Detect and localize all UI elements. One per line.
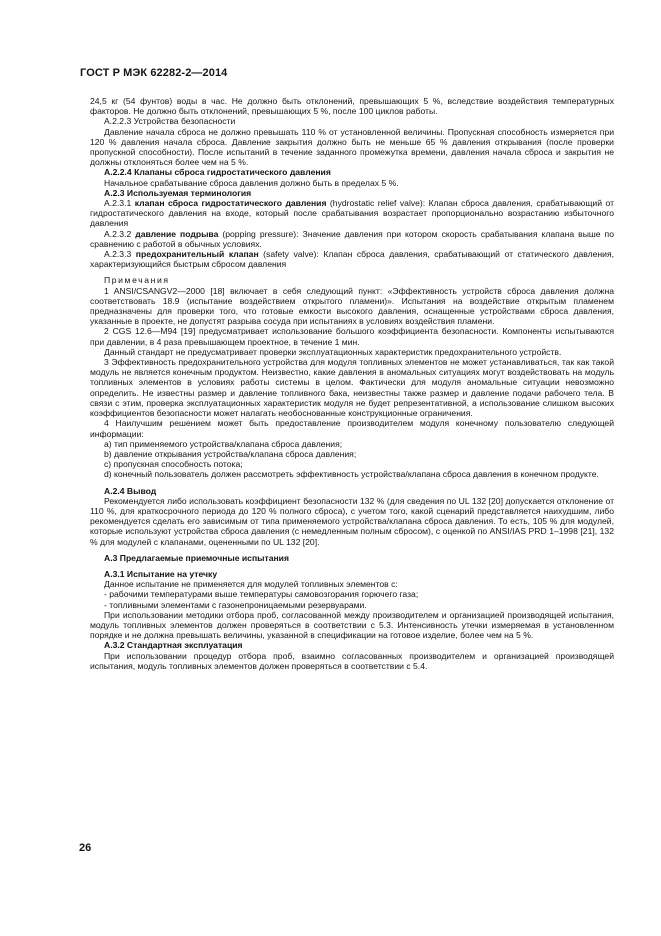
- notes-title: Примечания: [104, 275, 170, 286]
- list-item: d) конечный пользователь должен рассмотреть эффективность устройства/клапана сброса давления в конечном продукте.: [104, 469, 599, 480]
- section-a31-title: А.3.1 Испытание на утечку: [104, 568, 218, 579]
- term-a233-definition: (safety valve): Клапан сброса давления, срабатывающий от статического давления, характеризующийся быстрым сбросом давления: [90, 249, 614, 270]
- term-a233: [90, 249, 614, 269]
- document-body: [90, 96, 614, 671]
- section-a224-title: А.2.2.4 Клапаны сброса гидростатического давления: [104, 167, 331, 178]
- term-a232-number: А.2.3.2: [104, 228, 132, 239]
- section-a32-text: При использовании процедур отбора проб, взаимно согласованных производителем и организацией производящей испытания, модуль топливных элементов должен проверяться в соответствии с 5.4.: [90, 650, 614, 671]
- list-item: b) давление открывания устройства/клапана сброса давления;: [104, 448, 357, 459]
- section-a31-item-1: - рабочими температурами выше температуры самовозгорания горючего газа;: [104, 589, 419, 600]
- page-number: 26: [79, 842, 92, 854]
- section-a31-text: Данное испытание не применяется для модулей топливных элементов с:: [104, 579, 398, 590]
- section-a31-text-2: При использовании методики отбора проб, согласованной между производителем и организацией производящей испытания, модуль топливных элементов должен проверяться в соответствии с 5.3. Интенсивность утечки измеряемая в установленном порядке и не должна превышать величины, указанной в спецификации на готовое изделие, более чем на 5 %.: [90, 609, 614, 641]
- note-1: 1 ANSI/CSANGV2—2000 [18] включает в себя следующий пункт: «Эффективность устройств сброса давления должна соответствовать 18.9 (испытание воздействием открытого пламени)». Испытания на воздействие открытым пламенем предназначены для проверки того, что готовые емкости высокого давления, оснащенные устройствами сброса давления, указанные в проекте, не допустят разрыва сосуда при испытаниях в условиях воздействия пламени.: [90, 285, 614, 327]
- note-2: 2 CGS 12.6—M94 [19] предусматривает использование большого коэффициента безопасности. Компоненты испытываются при давлении, в 4 раза превышающем проектное, в течение 1 мин.: [90, 326, 614, 347]
- section-a223-text: Давление начала сброса не должно превышать 110 % от установленной величины. Пропускная способность измеряется при 120 % давления начала сброса. Давление закрытия должно быть не меньше 65 % давления открывания (после проверки пропускной способности). После испытаний в течение заданного промежутка времени, давления начала сброса и закрытия не должны отклоняться более чем на 5 %.: [90, 126, 614, 168]
- section-a223-title: А.2.2.3 Устройства безопасности: [104, 116, 236, 127]
- section-a24-text: Рекомендуется либо использовать коэффициент безопасности 132 % (для сведения по UL 132 [20] допускается отклонение от 110 %, для краткосрочного периода до 120 % полного сброса), с учетом того, какой сценарий представляется наихудшим, либо рекомендуется сделать его зависимым от типа применяемого устройства/клапана сброса давления. То есть, 105 % для модулей, которые используют устройства сброса давления (с немедленным полным сбросом), с оценкой по ANSI/IAS PRD 1–1998 [21], 132 % для модулей с клапанами, оцененными по UL 132 [20].: [90, 495, 614, 547]
- section-a31-item-2: - топливными элементами с газонепроницаемыми резервуарами.: [104, 599, 367, 610]
- note-4: 4 Наилучшим решением может быть предоставление производителем модуля конечному пользователю следующей информации:: [90, 418, 614, 439]
- section-a23-title: А.2.3 Используемая терминология: [104, 187, 252, 198]
- list-item: a) тип применяемого устройства/клапана сброса давления;: [104, 438, 343, 449]
- section-a224-text: Начальное срабатывание сброса давления должно быть в пределах 5 %.: [104, 177, 399, 188]
- section-a24-title: А.2.4 Вывод: [104, 485, 157, 496]
- term-a233-term: предохранительный клапан: [135, 249, 259, 260]
- note-3: 3 Эффективность предохранительного устройства для модуля топливных элементов не может устанавливаться, так как такой модуль не является конечным продуктом. Неизвестно, какие давления в аномальных ситуациях могут воздействовать на модуль топливных элементов в условиях работы системы в целом. Фактически для модуля аномальные ситуации невозможно определить. Не известны размер и давление топливного бака, неизвестны также размер и давление подачи рабочего тела. В связи с этим, проверка эксплуатационных характеристик модуля не будет репрезентативной, а использование слишком высоких коэффициентов безопасности может налагать необоснованные конструкционные ограничения.: [90, 357, 614, 419]
- term-a231: [90, 198, 614, 229]
- intro-paragraph: 24,5 кг (54 фунтов) воды в час. Не должно быть отклонений, превышающих 5 %, вследствие воздействия температурных факторов. Не должно быть отклонений, превышающих 5 %, после 100 циклов работы.: [90, 96, 614, 117]
- term-a231-number: А.2.3.1: [104, 198, 132, 209]
- term-a232: [90, 229, 614, 249]
- note-2-continued: Данный стандарт не предусматривает проверки эксплуатационных характеристик предохранительного устройств.: [104, 346, 562, 357]
- term-a232-term: давление подрыва: [135, 228, 219, 239]
- section-a32-title: А.3.2 Стандартная эксплуатация: [104, 640, 243, 651]
- term-a231-definition: (hydrostatic relief valve): Клапан сброса давления, срабатывающий от гидростатического давления на входе, который после срабатывания возрастает пропорционально возрастанию избыточного давления: [90, 198, 615, 229]
- page-header: ГОСТ Р МЭК 62282-2—2014: [80, 67, 228, 79]
- list-item: c) пропускная способность потока;: [104, 459, 243, 470]
- term-a232-definition: (popping pressure): Значение давления при котором скорость срабатывания клапана выше по сравнению с работой в обычных условиях.: [90, 228, 614, 249]
- term-a231-term: клапан сброса гидростатического давления: [134, 198, 327, 209]
- term-a233-number: А.2.3.3: [104, 249, 132, 260]
- section-a3-title: А.3 Предлагаемые приемочные испытания: [104, 552, 289, 563]
